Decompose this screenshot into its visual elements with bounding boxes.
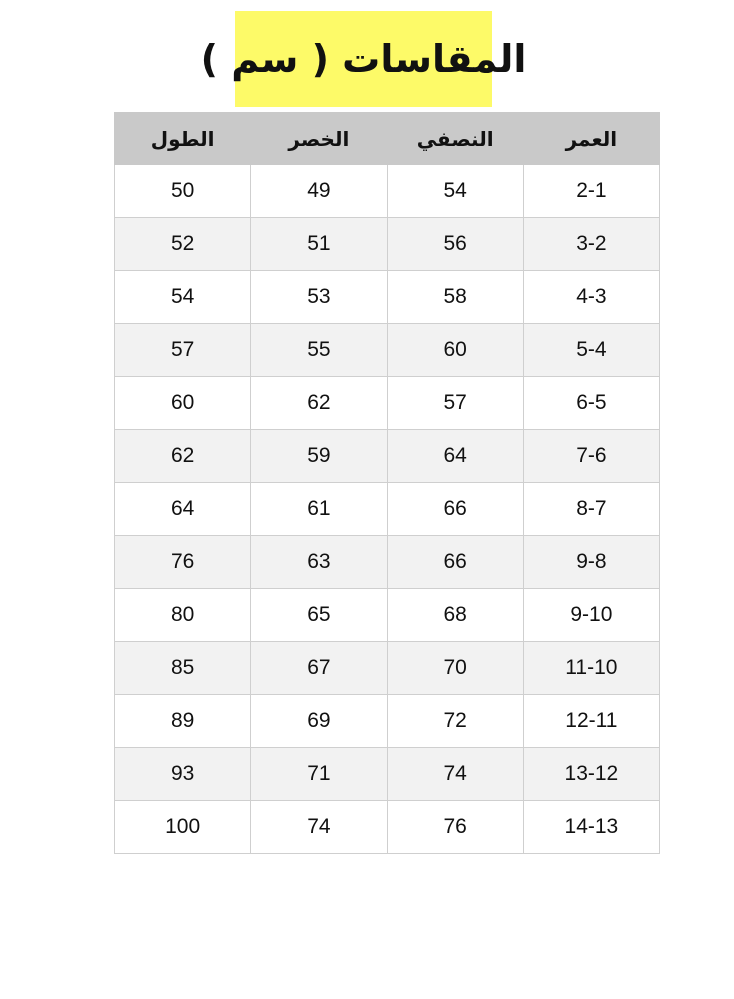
cell-length: 60: [115, 377, 251, 430]
cell-hip: 64: [387, 430, 523, 483]
table-row: [115, 430, 660, 483]
header-hip: النصفي: [387, 113, 523, 165]
table-row: [115, 324, 660, 377]
cell-age: 4-3: [523, 271, 659, 324]
cell-length: 57: [115, 324, 251, 377]
cell-age: 7-6: [523, 430, 659, 483]
header-waist: الخصر: [251, 113, 387, 165]
cell-waist: 53: [251, 271, 387, 324]
cell-length: 85: [115, 642, 251, 695]
table-row: [115, 218, 660, 271]
table-row: [115, 642, 660, 695]
header-row: [115, 113, 660, 165]
cell-waist: 63: [251, 536, 387, 589]
cell-age: 11-10: [523, 642, 659, 695]
cell-waist: 51: [251, 218, 387, 271]
table-row: [115, 695, 660, 748]
cell-hip: 54: [387, 165, 523, 218]
cell-waist: 65: [251, 589, 387, 642]
cell-waist: 62: [251, 377, 387, 430]
cell-hip: 70: [387, 642, 523, 695]
cell-age: 9-10: [523, 589, 659, 642]
cell-hip: 76: [387, 801, 523, 854]
cell-hip: 60: [387, 324, 523, 377]
cell-hip: 66: [387, 483, 523, 536]
cell-age: 5-4: [523, 324, 659, 377]
table-row: [115, 483, 660, 536]
table-row: [115, 589, 660, 642]
cell-hip: 66: [387, 536, 523, 589]
cell-length: 80: [115, 589, 251, 642]
cell-waist: 49: [251, 165, 387, 218]
cell-length: 64: [115, 483, 251, 536]
table-row: [115, 801, 660, 854]
size-table: [114, 112, 660, 854]
cell-age: 14-13: [523, 801, 659, 854]
cell-hip: 58: [387, 271, 523, 324]
cell-hip: 74: [387, 748, 523, 801]
cell-length: 54: [115, 271, 251, 324]
cell-hip: 72: [387, 695, 523, 748]
cell-age: 8-7: [523, 483, 659, 536]
header-length: الطول: [115, 113, 251, 165]
table-row: [115, 165, 660, 218]
table-row: [115, 536, 660, 589]
cell-length: 89: [115, 695, 251, 748]
size-chart: [114, 112, 660, 854]
cell-waist: 61: [251, 483, 387, 536]
cell-age: 12-11: [523, 695, 659, 748]
cell-hip: 57: [387, 377, 523, 430]
cell-waist: 74: [251, 801, 387, 854]
cell-hip: 68: [387, 589, 523, 642]
table-row: [115, 748, 660, 801]
table-header: [115, 113, 660, 165]
table-body: [115, 165, 660, 854]
cell-age: 6-5: [523, 377, 659, 430]
cell-age: 9-8: [523, 536, 659, 589]
cell-waist: 67: [251, 642, 387, 695]
page-title: المقاسات ( سم ): [200, 37, 527, 81]
cell-waist: 59: [251, 430, 387, 483]
cell-length: 93: [115, 748, 251, 801]
table-row: [115, 271, 660, 324]
table-row: [115, 377, 660, 430]
cell-length: 76: [115, 536, 251, 589]
cell-age: 13-12: [523, 748, 659, 801]
cell-length: 62: [115, 430, 251, 483]
cell-length: 100: [115, 801, 251, 854]
cell-age: 2-1: [523, 165, 659, 218]
cell-waist: 55: [251, 324, 387, 377]
header-age: العمر: [523, 113, 659, 165]
cell-waist: 69: [251, 695, 387, 748]
cell-age: 3-2: [523, 218, 659, 271]
cell-hip: 56: [387, 218, 523, 271]
title-banner: [200, 11, 527, 107]
cell-length: 50: [115, 165, 251, 218]
cell-length: 52: [115, 218, 251, 271]
cell-waist: 71: [251, 748, 387, 801]
